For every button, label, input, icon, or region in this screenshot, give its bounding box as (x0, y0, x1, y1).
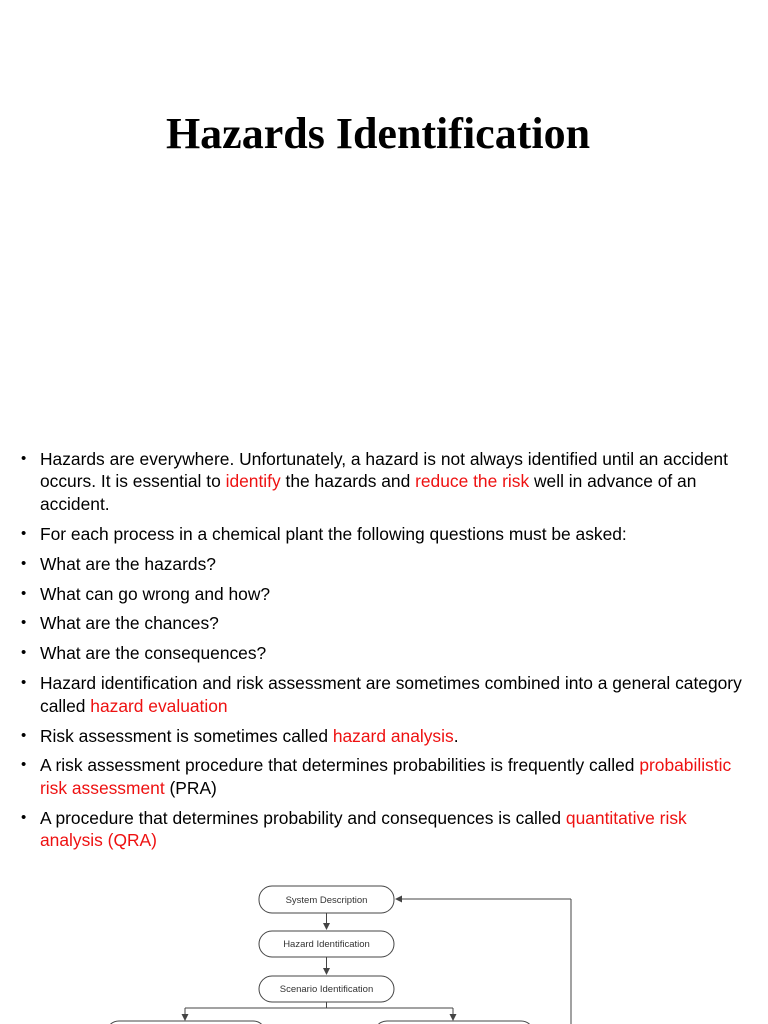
bullet-dot-icon: • (21, 644, 27, 662)
bullet-text: What are the chances? (40, 613, 219, 634)
bullet-text: What are the consequences? (40, 643, 267, 664)
bullet-text: What are the hazards? (40, 553, 216, 574)
bullet-highlight-text: identify (225, 471, 281, 492)
bullet-dot-icon: • (21, 674, 27, 692)
bullet-text: . (453, 725, 459, 746)
flowchart-label-system-description: System Description (285, 895, 368, 906)
bullet-dot-icon: • (21, 524, 27, 542)
flowchart-diagram (0, 870, 768, 1024)
bullet-text: (PRA) (164, 777, 217, 798)
bullet-dot-icon: • (21, 450, 27, 467)
bullet-item (20, 448, 742, 515)
bullet-item (20, 725, 742, 747)
bullet-text: For each process in a chemical plant the following questions must be asked: (40, 523, 627, 544)
bullet-dot-icon: • (21, 614, 27, 632)
bullet-text: A procedure that determines probability and consequences is called (40, 807, 566, 828)
bullet-text: Risk assessment is sometimes called (40, 725, 333, 746)
bullet-dot-icon: • (21, 756, 27, 774)
flowchart-label-scenario-identification: Scenario Identification (279, 984, 374, 995)
bullet-highlight-text: probabilistic risk assessment (40, 755, 732, 798)
flowchart-label-hazard-identification: Hazard Identification (283, 939, 370, 950)
bullet-highlight-text: hazard analysis (332, 725, 454, 746)
bullet-text: What can go wrong and how? (40, 583, 271, 604)
bullet-item (20, 553, 742, 575)
bullet-item (20, 612, 742, 634)
bullet-dot-icon: • (21, 554, 27, 572)
bullet-highlight-text: hazard evaluation (90, 695, 228, 716)
bullet-item (20, 807, 742, 852)
bullet-list (20, 448, 742, 859)
bullet-text: the hazards and (280, 471, 416, 492)
bullet-highlight-text: reduce the risk (415, 471, 530, 492)
bullet-text: well in advance of an accident. (40, 471, 697, 514)
bullet-item (20, 583, 742, 605)
bullet-highlight-text: quantitative risk analysis (QRA) (40, 807, 687, 851)
bullet-item (20, 523, 742, 545)
bullet-item (20, 642, 742, 664)
bullet-item (20, 754, 742, 799)
bullet-item (20, 672, 742, 717)
bullet-dot-icon: • (21, 726, 27, 744)
bullet-text: Hazards are everywhere. Unfortunately, a hazard is not always identified until an accident occurs. It is essential to (40, 449, 728, 492)
bullet-text: Hazard identification and risk assessment are sometimes combined into a general category called (40, 673, 742, 716)
bullet-dot-icon: • (21, 584, 27, 602)
bullet-text: A risk assessment procedure that determines probabilities is frequently called (40, 755, 640, 776)
bullet-dot-icon: • (21, 808, 27, 826)
slide-title: Hazards Identification (165, 109, 591, 158)
